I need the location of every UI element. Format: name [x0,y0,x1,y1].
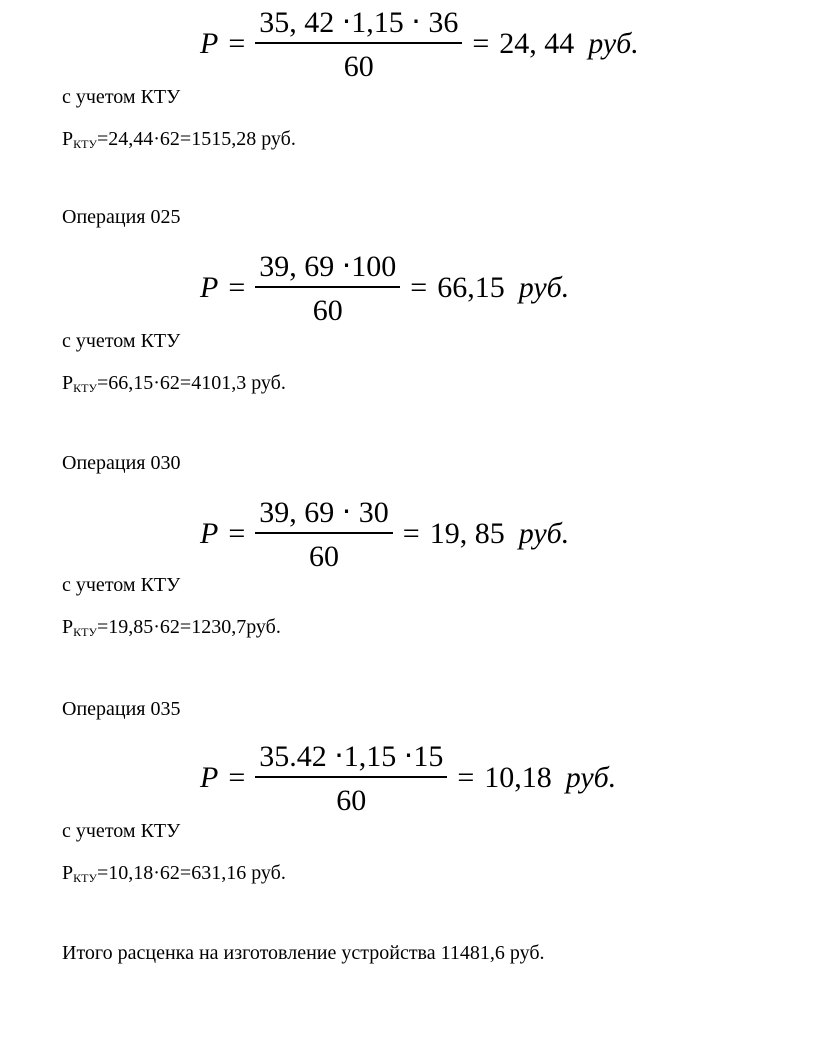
calc-expression: =24,44·62=1515,28 руб. [96,128,296,150]
formula-result: 19, 85 [429,517,505,551]
equals-sign: = [228,761,246,795]
formula-3 [200,496,569,573]
fraction [255,496,393,573]
numerator: 39, 69 ⋅ 30 [259,496,389,529]
calc-expression: =19,85·62=1230,7руб. [96,616,281,638]
ktu-calculation [62,128,296,152]
operation-heading: Операция 025 [62,206,181,228]
operation-heading: Операция 030 [62,452,181,474]
equals-sign: = [457,761,475,795]
fraction [255,6,462,83]
equals-sign: = [410,271,428,305]
equals-sign: = [472,27,490,61]
ktu-label: с учетом КТУ [62,330,181,352]
ktu-calculation [62,862,286,886]
p-symbol: P [62,616,74,638]
denominator: 60 [336,783,367,817]
formula-result: 66,15 [437,271,505,305]
ktu-subscript: КТУ [73,137,97,151]
formula-unit: руб. [588,27,639,61]
formula-unit: руб. [518,271,570,305]
formula-1 [200,6,639,83]
equals-sign: = [228,271,246,305]
formula-variable: P [200,517,219,551]
ktu-label: с учетом КТУ [62,86,181,108]
p-symbol: P [62,372,74,394]
ktu-subscript: КТУ [73,871,97,885]
denominator: 60 [343,49,374,83]
formula-variable: P [200,27,219,61]
denominator: 60 [312,293,343,327]
p-symbol: P [62,862,74,884]
formula-result: 10,18 [484,761,552,795]
denominator: 60 [309,539,340,573]
numerator: 35.42 ⋅1,15 ⋅15 [259,740,444,773]
formula-variable: P [200,761,219,795]
ktu-label: с учетом КТУ [62,820,181,842]
equals-sign: = [228,517,246,551]
operation-heading: Операция 035 [62,698,181,720]
calc-expression: =66,15·62=4101,3 руб. [96,372,286,394]
total-line: Итого расценка на изготовление устройства 11481,6 руб. [62,942,545,964]
fraction [255,740,447,817]
formula-result: 24, 44 [499,27,575,61]
formula-unit: руб. [565,761,617,795]
numerator: 35, 42 ⋅1,15 ⋅ 36 [259,6,459,39]
formula-4 [200,740,616,817]
calc-expression: =10,18·62=631,16 руб. [96,862,286,884]
fraction [255,250,400,327]
equals-sign: = [402,517,420,551]
ktu-subscript: КТУ [73,381,97,395]
formula-unit: руб. [518,517,570,551]
ktu-label: с учетом КТУ [62,574,181,596]
equals-sign: = [228,27,246,61]
ktu-subscript: КТУ [73,625,97,639]
formula-variable: P [200,271,219,305]
ktu-calculation [62,372,286,396]
p-symbol: P [62,128,74,150]
numerator: 39, 69 ⋅100 [259,250,397,283]
ktu-calculation [62,616,281,640]
formula-2 [200,250,569,327]
